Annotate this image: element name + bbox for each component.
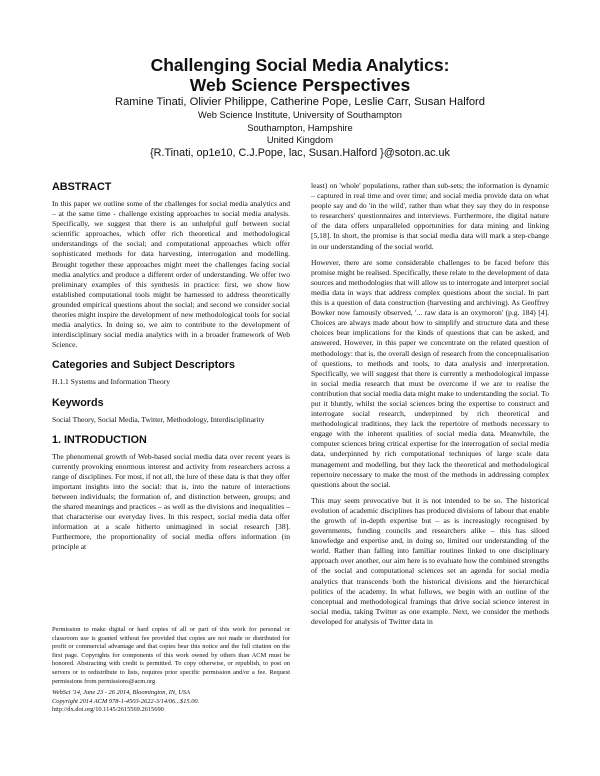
- author-emails: {R.Tinati, op1e10, C.J.Pope, lac, Susan.Halford }@soton.ac.uk: [150, 147, 450, 159]
- categories-heading: Categories and Subject Descriptors: [52, 359, 235, 372]
- abstract-heading: ABSTRACT: [52, 181, 112, 193]
- title-line-2: Web Science Perspectives: [189, 75, 411, 95]
- affiliation-line: Southampton, Hampshire: [247, 122, 353, 133]
- abstract-text: In this paper we outline some of the challenges for social media analytics and – at the same time - challenge existing approaches to social media analysis. Specifically, we suggest that there is an unhelpful gulf between social scientific approaches, which offer rich theoretical and methodological understandings of the social; and computational approaches which offer sophisticated methods for data harvesting, interrogation and modelling. Brought together these approaches might meet the challenges facing social media analytics and produce a different order of understanding. We offer two preliminary examples of this synthesis in practice: first, we show how established computational tools might be harnessed to address theoretically grounded empirical questions about the social; and second we consider social theories might inspire the development of new methodological tools for social media analytics. In doing so, we aim to contribute to the development of interdisciplinary social media analytics with in a broader framework of Web Science.: [52, 199, 290, 350]
- affiliation-line: United Kingdom: [266, 135, 334, 145]
- doi-link[interactable]: http://dx.doi.org/10.1145/2615569.2615690: [52, 706, 164, 714]
- body-paragraph: This may seem provocative but it is not intended to be so. The historical evolution of academic disciplines has produced divisions of labour that enable the growth of in-depth expertise but – as is increasingly recognised by governments, funding councils and researchers alike – this has siloed knowledge and expertise and, in doing so, limited our understanding of the world. Rather than falling into familiar routines linked to one disciplinary approach over another, our aim here is to evaluate how the combined strengths of the social and computational sciences set an agenda for social media analytics that transcends both the historical divisions and the hierarchical politics of the academy. In what follows, we begin with an outline of the conceptual and methodological framings that drive social science interest in social media, taking Twitter as one example. Next, we consider the methods developed for analysis of Twitter data in: [311, 495, 549, 626]
- affiliation-line: Web Science Institute, University of Southampton: [198, 110, 402, 120]
- body-paragraph: However, there are some considerable challenges to be faced before this promise might be realised. Specifically, these relate to the development of data sources and methodologies that will allow us to interrogate and interpret social media data in ways that address complex questions about the social. In part this is a question of data construction (harvesting and archiving). As Geoffrey Bowker now famously observed, '... raw data is an oxymoron' (p.g. 184) [4]. Choices are always made about how to simplify and structure data and these choices bear implications for the kinds of questions that can be asked, and answered. However, in this paper we concentrate on the related question of methodology: that is, the overall design of research from the conceptualisation of questions, to methods and tools, to data analysis and interpretation. Specifically, we will suggest that there is currently a methodological impasse in social media research that must be overcome if we are to realise the contribution that social media data might make to understanding the social. To put it bluntly, whilst the social sciences bring the expertise to construct and interrogate social research, underpinned by rich theoretical and methodological traditions, they lack the repertoire of methods necessary to engage with the inherent qualities of social media data. Meanwhile, the computer sciences bring critical expertise for the interrogation of social media data, underpinned by rich computational techniques of large scale data management and modelling, but they lack the theoretical and methodological repertoire necessary to make the most of the methods in addressing complex questions about the social.: [311, 257, 549, 489]
- body-paragraph: least) on 'whole' populations, rather than sub-sets; the information is dynamic – captured in real time and over time; and social media provide data on what people say and do 'in the wild', rather than what they say they do in response to researchers' questionnaires and interviews. Furthermore, the digital nature of the data offers unparalleled opportunities for data mining and linking [5,18]. In short, the promise is that social media data will mark a step-change in our understanding of the social world.: [311, 181, 549, 251]
- permission-text: Permission to make digital or hard copies of all or part of this work for personal or classroom use is granted without fee provided that copies are not made or distributed for profit or commercial advantage and that copies bear this notice and the full citation on the first page. Copyrights for components of this work owned by others than ACM must be honored. Abstracting with credit is permitted. To copy otherwise, or republish, to post on servers or to redistribute to lists, requires prior specific permission and/or a fee. Request permissions from permissions@acm.org: [52, 626, 290, 685]
- publication-info: [52, 689, 290, 715]
- introduction-paragraph: The phenomenal growth of Web-based social media data over recent years is currently provoking enormous interest and activity from researchers across a range of disciplines. For most, if not all, the lure of these data is that they offer important insights into the social: that is, into the nature of interactions between individuals; the formation of, and distinction between, groups; and the shared meanings and practices – as well as the divisions and inequalities – that characterise our everyday lives. In this respect, social media data offer information at a scale hitherto unimagined in social research [38]. Furthermore, the proportionality of social media offers information (in principle at: [52, 451, 290, 552]
- left-column: [52, 181, 290, 559]
- venue: WebSci '14, June 23 - 26 2014, Bloomington, IN, USA: [52, 689, 190, 697]
- keywords-text: Social Theory, Social Media, Twitter, Methodology, Interdisciplinarity: [52, 414, 265, 424]
- introduction-heading: 1. INTRODUCTION: [52, 433, 147, 446]
- paper-title: [40, 55, 560, 95]
- author-list: Ramine Tinati, Olivier Philippe, Catherine Pope, Leslie Carr, Susan Halford: [115, 96, 485, 108]
- title-line-1: Challenging Social Media Analytics:: [150, 55, 450, 75]
- permission-block: [52, 626, 290, 715]
- keywords-heading: Keywords: [52, 396, 104, 409]
- right-column: [311, 181, 549, 633]
- categories-text: H.1.1 Systems and Information Theory: [52, 377, 171, 387]
- affiliation: [40, 109, 560, 147]
- copyright: Copyright 2014 ACM 978-1-4503-2622-3/14/06...$15.00.: [52, 697, 200, 705]
